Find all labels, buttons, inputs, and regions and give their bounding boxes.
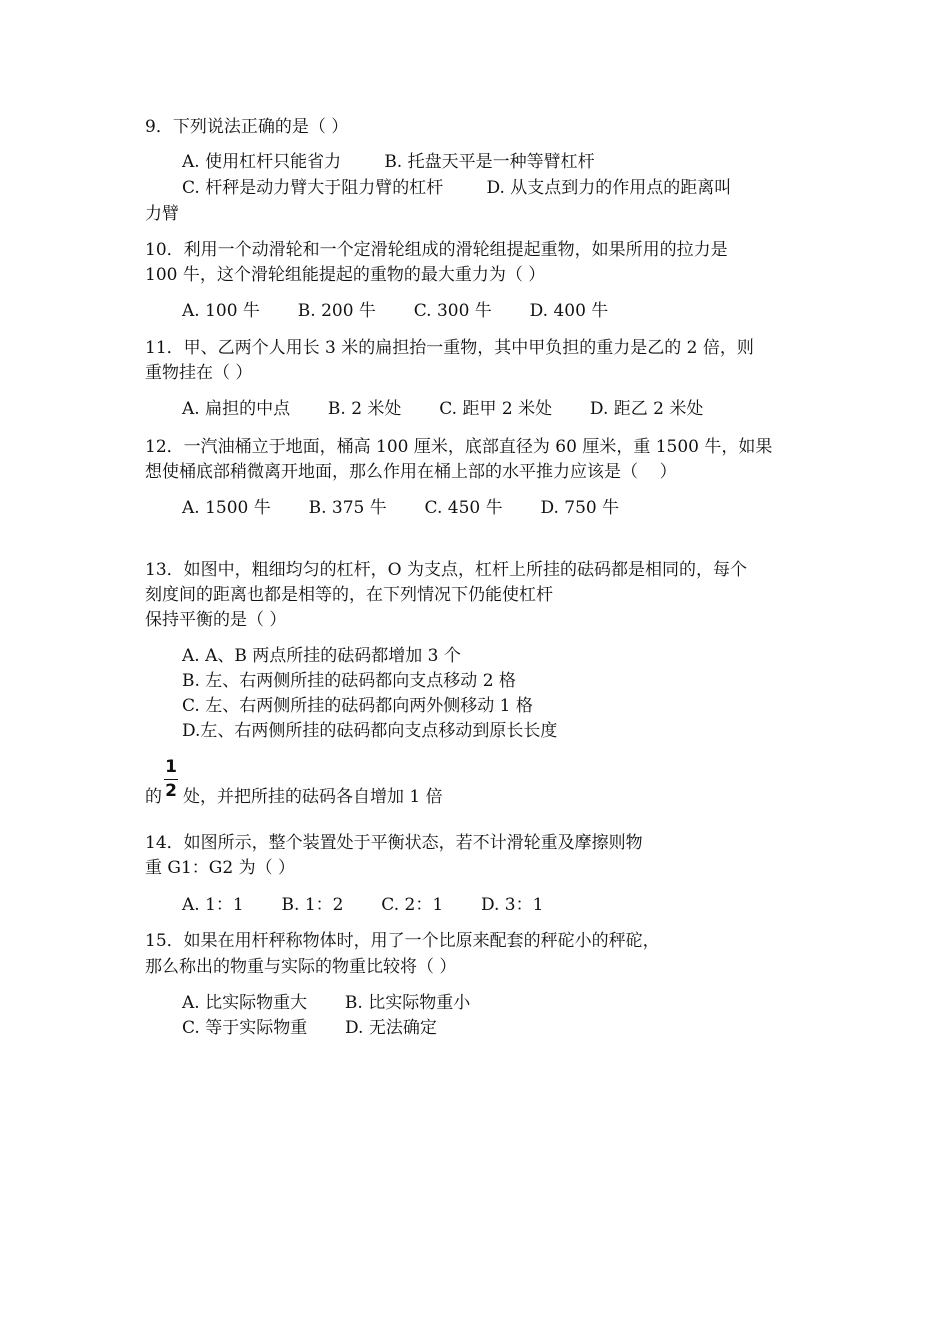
q14-stem-line1: 14．如图所示，整个装置处于平衡状态，若不计滑轮重及摩擦则物 — [145, 833, 643, 853]
fraction-denominator: 2 — [165, 781, 177, 801]
q13-option-d-prefix: 的 — [145, 787, 162, 807]
q13-option-d: D.左、右两侧所挂的砝码都向支点移动到原长长度 — [182, 721, 558, 741]
q10-stem-line2: 100 牛，这个滑轮组能提起的重物的最大重力为（ ） — [145, 265, 546, 285]
q14-stem-line2: 重 G1：G2 为（ ） — [145, 858, 296, 878]
q13-stem-line2: 刻度间的距离也都是相等的，在下列情况下仍能使杠杆 — [145, 585, 553, 605]
q13-stem-line1: 13．如图中，粗细均匀的杠杆，O 为支点，杠杆上所挂的砝码都是相同的，每个 — [145, 560, 747, 580]
fraction-one-half — [163, 758, 179, 800]
q14-options: A. 1：1 B. 1：2 C. 2：1 D. 3：1 — [182, 895, 544, 915]
q13-option-c: C. 左、右两侧所挂的砝码都向两外侧移动 1 格 — [182, 696, 533, 716]
q9-options-ab: A. 使用杠杆只能省力 B. 托盘天平是一种等臂杠杆 — [182, 152, 595, 172]
q13-option-d-continuation: 处，并把所挂的砝码各自增加 1 倍 — [183, 787, 443, 807]
q11-stem-line2: 重物挂在（ ） — [145, 363, 253, 383]
q13-stem-line3: 保持平衡的是（ ） — [145, 610, 287, 630]
q9-options-cd: C. 杆秤是动力臂大于阻力臂的杠杆 D. 从支点到力的作用点的距离叫 — [182, 178, 732, 198]
q12-stem-line1: 12．一汽油桶立于地面，桶高 100 厘米，底部直径为 60 厘米，重 1500 牛，如果 — [145, 437, 773, 457]
q15-options-cd: C. 等于实际物重 D. 无法确定 — [182, 1018, 437, 1038]
q15-options-ab: A. 比实际物重大 B. 比实际物重小 — [182, 993, 471, 1013]
q12-stem-line2: 想使桶底部稍微离开地面，那么作用在桶上部的水平推力应该是（ ） — [145, 462, 677, 482]
q13-option-b: B. 左、右两侧所挂的砝码都向支点移动 2 格 — [182, 671, 516, 691]
q15-stem-line2: 那么称出的物重与实际的物重比较将（ ） — [145, 957, 457, 977]
q12-options: A. 1500 牛 B. 375 牛 C. 450 牛 D. 750 牛 — [182, 498, 620, 518]
q9-options-continuation: 力臂 — [145, 204, 179, 224]
q15-stem-line1: 15．如果在用杆秤称物体时，用了一个比原来配套的秤砣小的秤砣， — [145, 931, 660, 951]
q11-stem-line1: 11．甲、乙两个人用长 3 米的扁担抬一重物，其中甲负担的重力是乙的 2 倍，则 — [145, 338, 754, 358]
q10-stem-line1: 10．利用一个动滑轮和一个定滑轮组成的滑轮组提起重物，如果所用的拉力是 — [145, 240, 728, 260]
fraction-bar — [164, 779, 178, 780]
q11-options: A. 扁担的中点 B. 2 米处 C. 距甲 2 米处 D. 距乙 2 米处 — [182, 399, 704, 419]
q10-options: A. 100 牛 B. 200 牛 C. 300 牛 D. 400 牛 — [182, 301, 609, 321]
q9-stem: 9．下列说法正确的是（ ） — [145, 117, 349, 137]
fraction-numerator: 1 — [165, 757, 177, 777]
q13-option-a: A. A、B 两点所挂的砝码都增加 3 个 — [182, 646, 461, 666]
